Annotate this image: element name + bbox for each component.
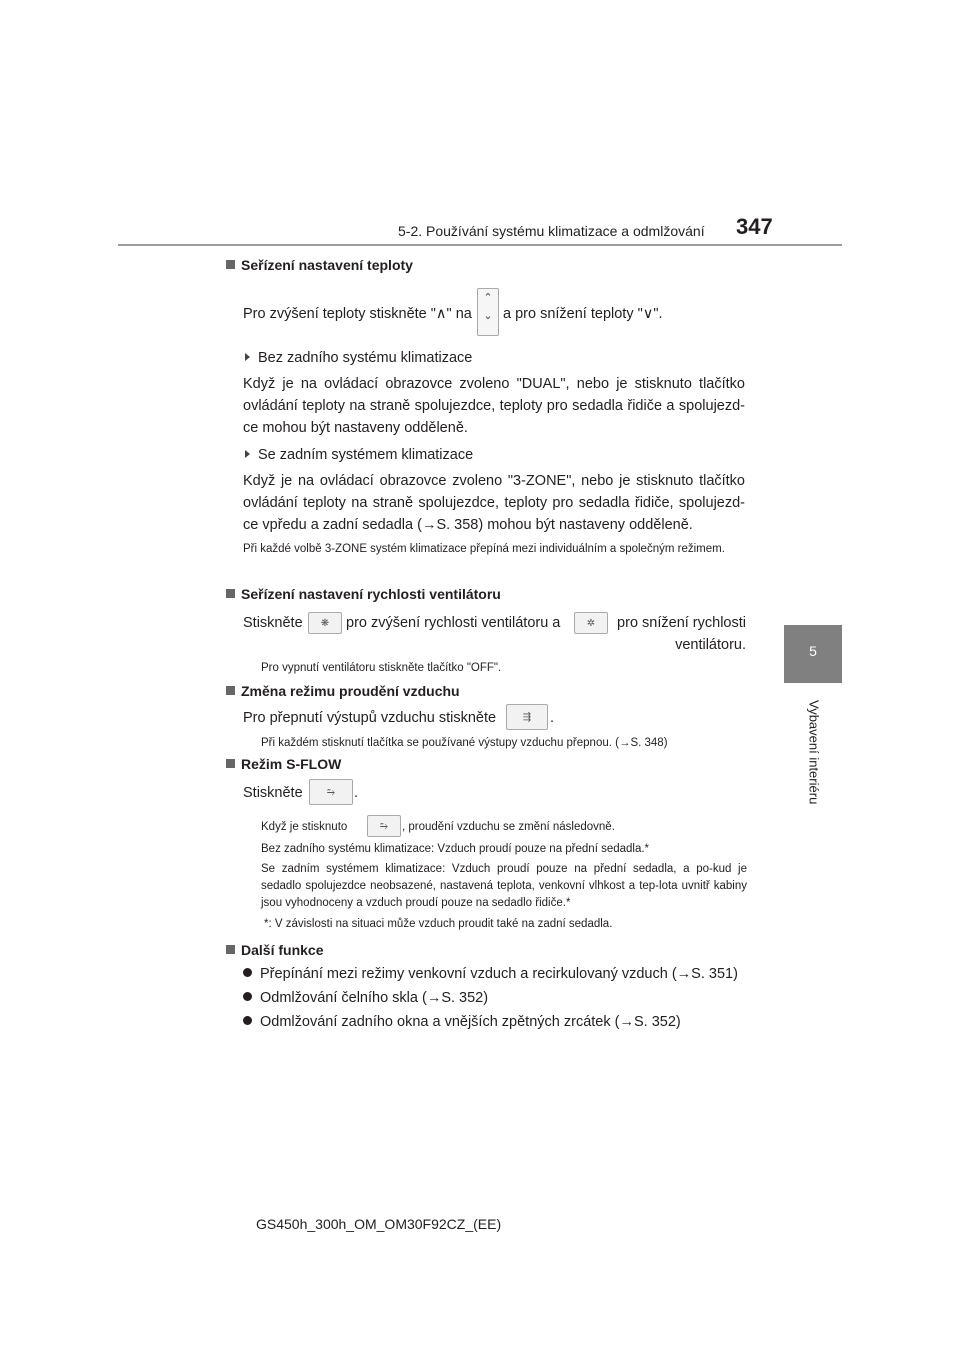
list-item: Přepínání mezi režimy venkovní vzduch a recirkulovaný vzduch (→S. 351) bbox=[243, 963, 763, 985]
triangle-bullet-icon bbox=[245, 450, 250, 458]
case2-note: Při každé volbě 3-ZONE systém klimatizace přepíná mezi individuálním a společným režimem. bbox=[243, 543, 725, 555]
list-item: Odmlžování čelního skla (→S. 352) bbox=[243, 987, 763, 1009]
sflow-inline-button bbox=[367, 815, 401, 837]
triangle-bullet-icon bbox=[245, 353, 250, 361]
airflow-icon: ⇶ bbox=[522, 711, 532, 723]
fan-up-button bbox=[308, 612, 342, 634]
airflow-mode-button bbox=[506, 704, 548, 730]
section-title: 5-2. Používání systému klimatizace a odmlžování bbox=[398, 223, 705, 239]
fan-down-button bbox=[574, 612, 608, 634]
sflow-note3: Se zadním systémem klimatizace: Vzduch proudí pouze na přední sedadla, a po-kud je sedadlo spolujezdce neobsazené, nastavená teplota, venkovní vlhkost a tep-lota uvnitř kabiny jsou vyhodnoceny a vzduch proudí pouze na sedadlo řidiče.* bbox=[261, 863, 747, 909]
heading-other: Další funkce bbox=[226, 942, 323, 958]
bullet-icon bbox=[243, 1016, 252, 1025]
fan-text-3: pro snížení rychlosti ventilátoru. bbox=[617, 615, 746, 653]
airflow-text-after: . bbox=[550, 710, 555, 726]
case1-title: Bez zadního systému klimatizace bbox=[245, 347, 747, 369]
square-bullet-icon bbox=[226, 759, 235, 768]
model-code: GS450h_300h_OM_OM30F92CZ_(EE) bbox=[256, 1216, 502, 1232]
sflow-note2: Bez zadního systému klimatizace: Vzduch proudí pouze na přední sedadla.* bbox=[261, 843, 650, 855]
chapter-tab: 5 bbox=[784, 625, 842, 683]
airflow-text-before: Pro přepnutí výstupů vzduchu stiskněte bbox=[243, 710, 497, 726]
sflow-icon: ⥲ bbox=[380, 820, 388, 832]
heading-temperature: Seřízení nastavení teploty bbox=[226, 257, 413, 273]
sflow-text-before: Stiskněte bbox=[243, 785, 303, 801]
heading-sflow: Režim S-FLOW bbox=[226, 756, 341, 772]
square-bullet-icon bbox=[226, 686, 235, 695]
bullet-icon bbox=[243, 968, 252, 977]
chevron-down-icon: ⌄ bbox=[483, 310, 493, 322]
list-item: Odmlžování zadního okna a vnějších zpětných zrcátek (→S. 352) bbox=[243, 1011, 763, 1033]
chapter-label: Vybavení interiéru bbox=[806, 700, 822, 805]
case2-text: Když je na ovládací obrazovce zvoleno "3-ZONE", nebo je stisknuto tlačítko ovládání teploty na straně spolujezdce, teploty pro sedadla řidiče, spolujezd-ce vpředu a zadní sedadla (→S. 358) mohou být nastaveny odděleně. bbox=[243, 473, 745, 533]
fan-small-icon: ✲ bbox=[586, 617, 596, 629]
square-bullet-icon bbox=[226, 945, 235, 954]
bullet-icon bbox=[243, 992, 252, 1001]
temperature-text-before: Pro zvýšení teploty stiskněte "∧" na bbox=[243, 306, 472, 322]
square-bullet-icon bbox=[226, 260, 235, 269]
fan-text-1: Stiskněte bbox=[243, 615, 303, 631]
heading-fan: Seřízení nastavení rychlosti ventilátoru bbox=[226, 586, 501, 602]
chevron-up-icon: ⌃ bbox=[483, 292, 493, 304]
page-number: 347 bbox=[736, 214, 773, 239]
square-bullet-icon bbox=[226, 589, 235, 598]
heading-airflow: Změna režimu proudění vzduchu bbox=[226, 683, 460, 699]
temperature-text-after: a pro snížení teploty "∨". bbox=[503, 306, 663, 322]
chapter-side-label bbox=[802, 700, 826, 820]
airflow-note: Při každém stisknutí tlačítka se používané výstupy vzduchu přepnou. (→S. 348) bbox=[261, 737, 668, 749]
sflow-note1-before: Když je stisknuto bbox=[261, 821, 348, 833]
case2-title: Se zadním systémem klimatizace bbox=[245, 444, 747, 466]
fan-text-2: pro zvýšení rychlosti ventilátoru a bbox=[346, 615, 561, 631]
header-rule bbox=[118, 244, 842, 246]
fan-icon: ❋ bbox=[320, 617, 330, 629]
temperature-updown-button bbox=[477, 288, 499, 336]
fan-note: Pro vypnutí ventilátoru stiskněte tlačítko "OFF". bbox=[261, 662, 502, 674]
sflow-icon: ⥲ bbox=[327, 786, 335, 798]
sflow-note1-after: , proudění vzduchu se změní následovně. bbox=[402, 821, 615, 833]
case1-text: Když je na ovládací obrazovce zvoleno "DUAL", nebo je stisknuto tlačítko ovládání teploty na straně spolujezdce, teploty pro sedadla řidiče a spolujezd-ce mohou být nastaveny odděleně. bbox=[243, 376, 745, 436]
sflow-button bbox=[309, 779, 353, 805]
sflow-footnote: *: V závislosti na situaci může vzduch proudit také na zadní sedadla. bbox=[264, 918, 613, 930]
sflow-text-after: . bbox=[354, 785, 359, 801]
